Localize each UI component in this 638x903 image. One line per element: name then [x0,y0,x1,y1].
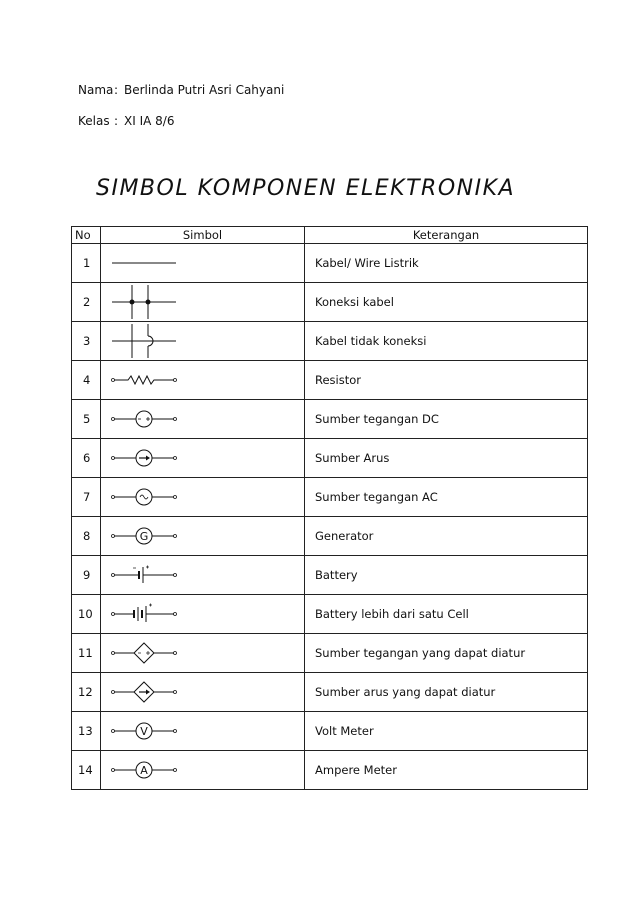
connected-wires-symbol [104,283,184,321]
row-number: 3 [72,322,101,361]
kelas-separator: : [114,114,119,128]
voltmeter-symbol [104,712,184,750]
dc-source-symbol [104,400,184,438]
table-row [72,400,588,439]
table-row [72,556,588,595]
kelas-line [78,114,174,128]
ac-source-symbol [104,478,184,516]
nama-label: Nama [78,83,114,97]
row-number: 8 [72,517,101,556]
column-header-no: No [72,227,101,244]
kelas-label: Kelas [78,114,110,128]
row-description: Kabel tidak koneksi [305,322,588,361]
table-row [72,244,588,283]
table-row [72,322,588,361]
row-description: Sumber tegangan AC [305,478,588,517]
row-number: 6 [72,439,101,478]
row-number: 1 [72,244,101,283]
table-row [72,439,588,478]
row-number: 13 [72,712,101,751]
nama-value: Berlinda Putri Asri Cahyani [124,83,285,97]
table-row [72,361,588,400]
ammeter-letter: A [140,764,148,777]
row-description: Sumber tegangan DC [305,400,588,439]
ammeter-symbol [104,751,184,789]
kelas-value: XI IA 8/6 [124,114,175,128]
column-header-simbol: Simbol [101,227,305,244]
row-number: 14 [72,751,101,790]
row-number: 2 [72,283,101,322]
current-source-symbol [104,439,184,477]
battery-symbol [104,556,184,594]
table-row [72,478,588,517]
row-description: Battery lebih dari satu Cell [305,595,588,634]
resistor-symbol [104,361,184,399]
row-number: 4 [72,361,101,400]
multi-cell-battery-symbol [104,595,184,633]
table-row [72,751,588,790]
table-row [72,712,588,751]
row-number: 11 [72,634,101,673]
unconnected-wires-symbol [104,322,184,360]
row-description: Generator [305,517,588,556]
row-number: 5 [72,400,101,439]
page-title: SIMBOL KOMPONEN ELEKTRONIKA [96,176,516,201]
generator-symbol [104,517,184,555]
row-description: Volt Meter [305,712,588,751]
row-number: 7 [72,478,101,517]
row-description: Resistor [305,361,588,400]
table-row [72,517,588,556]
row-description: Battery [305,556,588,595]
row-number: 10 [72,595,101,634]
row-number: 9 [72,556,101,595]
controlled-voltage-source-symbol [104,634,184,672]
table-header-row [72,227,588,244]
nama-separator: : [114,83,119,97]
voltmeter-letter: V [140,725,148,738]
generator-letter: G [139,530,149,543]
row-description: Sumber tegangan yang dapat diatur [305,634,588,673]
row-description: Kabel/ Wire Listrik [305,244,588,283]
table-row [72,595,588,634]
controlled-current-source-symbol [104,673,184,711]
nama-line [78,83,284,97]
table-row [72,673,588,712]
column-header-keterangan: Keterangan [305,227,588,244]
row-number: 12 [72,673,101,712]
row-description: Sumber arus yang dapat diatur [305,673,588,712]
row-description: Ampere Meter [305,751,588,790]
table-row [72,634,588,673]
row-description: Sumber Arus [305,439,588,478]
wire-symbol [104,244,184,282]
symbol-table [71,226,588,790]
table-row [72,283,588,322]
row-description: Koneksi kabel [305,283,588,322]
